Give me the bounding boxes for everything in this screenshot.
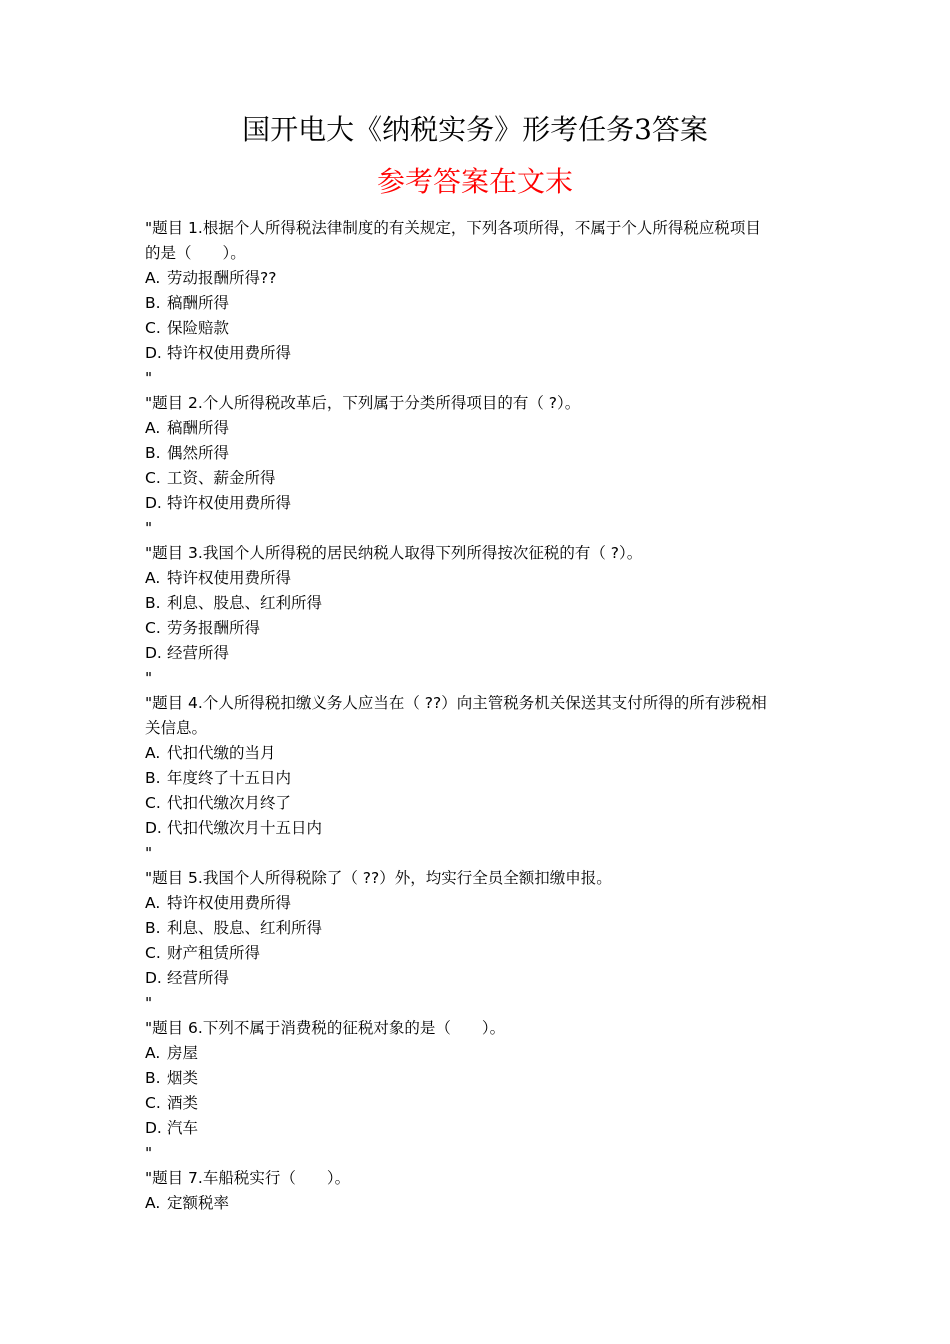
question-block [145, 391, 815, 541]
option-letter: D. [145, 1119, 162, 1137]
option-letter: C. [145, 469, 161, 487]
option-text: 代扣代缴次月终了 [167, 794, 292, 812]
question-end-mark: " [145, 669, 153, 687]
answer-option [145, 1066, 815, 1091]
document-subtitle: 参考答案在文末 [376, 165, 573, 198]
answer-option [145, 916, 815, 941]
option-letter: B. [145, 294, 161, 312]
option-text: 汽车 [167, 1119, 199, 1137]
question-stem: "题目 4.个人所得税扣缴义务人应当在（ ??）向主管税务机关保送其支付所得的所有涉税相 [145, 694, 767, 712]
option-letter: C. [145, 1094, 161, 1112]
option-letter: D. [145, 494, 162, 512]
question-end-mark: " [145, 994, 153, 1012]
answer-option [145, 441, 815, 466]
option-text: 保险赔款 [167, 319, 230, 337]
answer-option [145, 966, 815, 991]
option-letter: A. [145, 894, 161, 912]
option-letter: A. [145, 269, 161, 287]
answer-option [145, 316, 815, 341]
question-end-mark: " [145, 1144, 153, 1162]
option-text: 利息、股息、红利所得 [167, 919, 323, 937]
option-text: 劳动报酬所得?? [167, 269, 277, 287]
answer-option [145, 766, 815, 791]
option-letter: C. [145, 319, 161, 337]
answer-option [145, 341, 815, 366]
option-text: 房屋 [167, 1044, 199, 1062]
option-text: 代扣代缴次月十五日内 [167, 819, 323, 837]
option-text: 特许权使用费所得 [167, 494, 292, 512]
option-letter: A. [145, 1044, 161, 1062]
question-stem: "题目 7.车船税实行（ ）。 [145, 1169, 351, 1187]
option-text: 酒类 [167, 1094, 199, 1112]
option-text: 特许权使用费所得 [167, 894, 292, 912]
option-letter: C. [145, 794, 161, 812]
answer-option [145, 1041, 815, 1066]
answer-option [145, 641, 815, 666]
question-end-mark: " [145, 369, 153, 387]
option-letter: D. [145, 344, 162, 362]
answer-option [145, 1116, 815, 1141]
option-letter: B. [145, 444, 161, 462]
option-letter: A. [145, 419, 161, 437]
option-letter: C. [145, 944, 161, 962]
option-text: 利息、股息、红利所得 [167, 594, 323, 612]
answer-option [145, 291, 815, 316]
option-letter: D. [145, 969, 162, 987]
question-stem: 关信息。 [145, 719, 208, 737]
answer-option [145, 1091, 815, 1116]
question-block [145, 1166, 815, 1216]
option-text: 财产租赁所得 [167, 944, 261, 962]
answer-option [145, 416, 815, 441]
option-letter: C. [145, 619, 161, 637]
option-text: 工资、薪金所得 [167, 469, 276, 487]
option-letter: A. [145, 744, 161, 762]
question-stem: "题目 6.下列不属于消费税的征税对象的是（ ）。 [145, 1019, 506, 1037]
document-title: 国开电大《纳税实务》形考任务3答案 [242, 113, 708, 146]
answer-option [145, 466, 815, 491]
answer-option [145, 816, 815, 841]
option-text: 定额税率 [167, 1194, 230, 1212]
question-block [145, 1016, 815, 1166]
question-end-mark: " [145, 519, 153, 537]
option-text: 经营所得 [167, 969, 230, 987]
question-stem: 的是（ ）。 [145, 244, 246, 262]
question-block [145, 541, 815, 691]
answer-option [145, 791, 815, 816]
answer-option [145, 741, 815, 766]
question-block [145, 691, 815, 866]
question-stem: "题目 3.我国个人所得税的居民纳税人取得下列所得按次征税的有（ ?）。 [145, 544, 643, 562]
option-text: 特许权使用费所得 [167, 344, 292, 362]
option-letter: A. [145, 1194, 161, 1212]
option-letter: B. [145, 769, 161, 787]
option-text: 稿酬所得 [167, 419, 230, 437]
option-text: 劳务报酬所得 [167, 619, 261, 637]
option-text: 经营所得 [167, 644, 230, 662]
option-text: 特许权使用费所得 [167, 569, 292, 587]
question-stem: "题目 5.我国个人所得税除了（ ??）外，均实行全员全额扣缴申报。 [145, 869, 612, 887]
answer-option [145, 566, 815, 591]
option-text: 代扣代缴的当月 [167, 744, 276, 762]
question-stem: "题目 2.个人所得税改革后，下列属于分类所得项目的有（ ?）。 [145, 394, 581, 412]
option-text: 偶然所得 [167, 444, 230, 462]
option-letter: A. [145, 569, 161, 587]
answer-option [145, 1191, 815, 1216]
option-text: 稿酬所得 [167, 294, 230, 312]
option-letter: B. [145, 919, 161, 937]
answer-option [145, 591, 815, 616]
option-text: 烟类 [167, 1069, 199, 1087]
option-letter: D. [145, 819, 162, 837]
question-end-mark: " [145, 844, 153, 862]
answer-option [145, 891, 815, 916]
option-letter: B. [145, 1069, 161, 1087]
answer-option [145, 266, 815, 291]
option-letter: D. [145, 644, 162, 662]
question-block [145, 866, 815, 1016]
question-list [145, 216, 815, 1216]
option-text: 年度终了十五日内 [167, 769, 292, 787]
answer-option [145, 616, 815, 641]
option-letter: B. [145, 594, 161, 612]
answer-option [145, 941, 815, 966]
question-block [145, 216, 815, 391]
answer-option [145, 491, 815, 516]
question-stem: "题目 1.根据个人所得税法律制度的有关规定，下列各项所得，不属于个人所得税应税项目 [145, 219, 761, 237]
